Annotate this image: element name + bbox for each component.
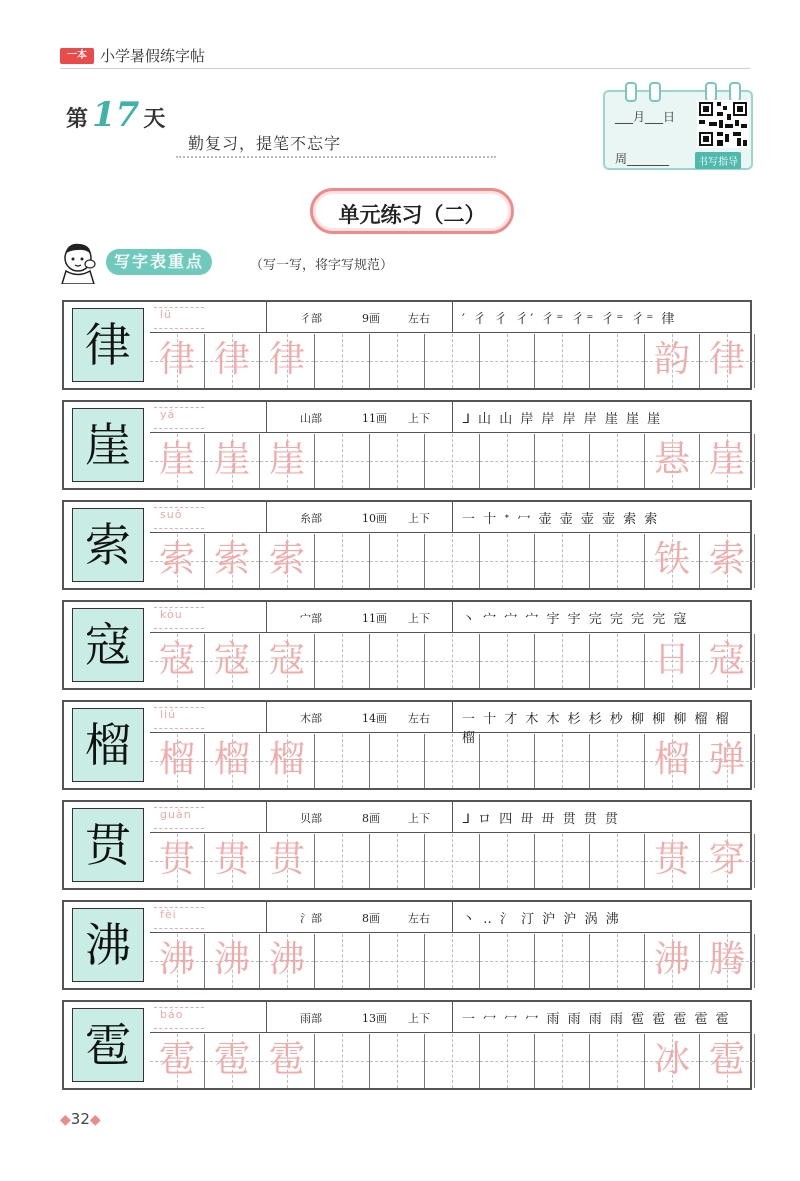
writing-cell[interactable]	[370, 934, 425, 988]
writing-cell[interactable]	[590, 934, 645, 988]
main-character-cell	[72, 308, 144, 382]
character-info-line	[150, 1002, 750, 1033]
section-title-frame	[310, 188, 514, 234]
writing-cell[interactable]	[700, 834, 755, 888]
trace-character: 索	[158, 539, 195, 580]
character-info-line	[150, 402, 750, 433]
writing-cell[interactable]	[590, 534, 645, 588]
writing-cell[interactable]	[425, 534, 480, 588]
writing-cell[interactable]	[425, 434, 480, 488]
writing-cell[interactable]	[205, 934, 260, 988]
writing-cell[interactable]	[590, 734, 645, 788]
writing-cell[interactable]	[315, 934, 370, 988]
writing-cell[interactable]	[150, 634, 205, 688]
main-character: 沸	[85, 918, 131, 972]
writing-cell[interactable]	[700, 1034, 755, 1088]
pinyin-box	[154, 507, 204, 529]
writing-cell[interactable]	[370, 434, 425, 488]
key-points-title: 写字表重点	[106, 249, 212, 275]
main-character-cell	[72, 1008, 144, 1082]
day-suffix: 天	[143, 107, 166, 132]
info-divider	[266, 1002, 267, 1032]
main-character: 寇	[85, 618, 131, 672]
section-title: 单元练习（二）	[338, 203, 486, 227]
word-character: 索	[708, 539, 745, 580]
writing-cell[interactable]	[645, 834, 700, 888]
character-info-line	[150, 802, 750, 833]
writing-cell[interactable]	[370, 834, 425, 888]
stroke-order: 一 十 ᐩ 冖 壶 壶 壶 壶 索 索	[462, 512, 660, 527]
boy-mascot-icon	[56, 240, 104, 284]
writing-cell[interactable]	[205, 534, 260, 588]
writing-cell[interactable]	[425, 1034, 480, 1088]
stroke-count: 11画	[362, 412, 387, 425]
practice-row	[62, 600, 752, 690]
trace-character: 寇	[158, 639, 195, 680]
trace-character: 雹	[158, 1039, 195, 1080]
pinyin-box	[154, 607, 204, 629]
brand-badge: 一本	[60, 48, 94, 64]
book-title: 小学暑假练字帖	[100, 47, 206, 65]
info-divider	[266, 302, 267, 332]
word-character: 雹	[708, 1039, 745, 1080]
main-character-cell	[72, 808, 144, 882]
word-character: 寇	[708, 639, 745, 680]
writing-cell[interactable]	[645, 534, 700, 588]
radical: 雨部	[300, 1012, 322, 1025]
radical: 山部	[300, 412, 322, 425]
practice-row	[62, 800, 752, 890]
info-divider	[266, 802, 267, 832]
writing-cell[interactable]	[480, 634, 535, 688]
writing-cell[interactable]	[590, 334, 645, 388]
trace-character: 贯	[268, 839, 305, 880]
trace-character: 律	[158, 339, 195, 380]
writing-cell[interactable]	[150, 1034, 205, 1088]
writing-cell[interactable]	[645, 934, 700, 988]
writing-cell[interactable]	[260, 434, 315, 488]
character-info-line	[150, 702, 750, 746]
structure: 左右	[408, 712, 430, 725]
stroke-order: ᒧ ロ 四 毌 毌 贯 贯 贯	[462, 812, 620, 827]
writing-cell[interactable]	[425, 734, 480, 788]
trace-character: 贯	[158, 839, 195, 880]
writing-cell[interactable]	[645, 734, 700, 788]
word-character: 冰	[653, 1039, 690, 1080]
pinyin: guàn	[160, 808, 192, 821]
writing-cell[interactable]	[425, 334, 480, 388]
trace-character: 崖	[158, 439, 195, 480]
writing-cell[interactable]	[260, 934, 315, 988]
writing-cell[interactable]	[590, 1034, 645, 1088]
writing-grid	[150, 834, 750, 888]
trace-character: 律	[268, 339, 305, 380]
writing-cell[interactable]	[700, 334, 755, 388]
writing-cell[interactable]	[480, 334, 535, 388]
stroke-order: ′ 彳 彳 彳′ 彳⁼ 彳⁼ 彳⁼ 彳⁼ 律	[462, 312, 677, 327]
stroke-count: 8画	[362, 812, 380, 825]
main-character-cell	[72, 908, 144, 982]
trace-character: 雹	[268, 1039, 305, 1080]
pinyin: kòu	[160, 608, 183, 621]
info-divider	[452, 702, 453, 732]
key-points-note: （写一写，将字写规范）	[250, 258, 394, 273]
binder-ring-icon	[705, 82, 717, 102]
writing-cell[interactable]	[370, 534, 425, 588]
writing-cell[interactable]	[535, 834, 590, 888]
info-divider	[452, 602, 453, 632]
character-info-line	[150, 502, 750, 533]
pinyin: báo	[160, 1008, 184, 1021]
stroke-order: 丶 宀 宀 宀 宇 宇 完 完 完 完 寇	[462, 612, 689, 627]
trace-character: 索	[213, 539, 250, 580]
main-character-cell	[72, 608, 144, 682]
stroke-count: 10画	[362, 512, 387, 525]
trace-character: 索	[268, 539, 305, 580]
writing-cell[interactable]	[645, 634, 700, 688]
structure: 上下	[408, 512, 430, 525]
radical: 木部	[300, 712, 322, 725]
writing-cell[interactable]	[205, 734, 260, 788]
pinyin-box	[154, 407, 204, 429]
dot-icon: ◆	[60, 1112, 71, 1128]
writing-cell[interactable]	[645, 334, 700, 388]
writing-cell[interactable]	[535, 1034, 590, 1088]
writing-grid	[150, 534, 750, 588]
stroke-order: ᒧ 山 山 岸 岸 岸 岸 崖 崖 崖	[462, 412, 663, 427]
main-character: 榴	[85, 718, 131, 772]
info-divider	[452, 1002, 453, 1032]
trace-character: 寇	[213, 639, 250, 680]
stroke-count: 11画	[362, 612, 387, 625]
info-divider	[266, 402, 267, 432]
writing-cell[interactable]	[425, 934, 480, 988]
word-character: 崖	[708, 439, 745, 480]
day-title	[66, 95, 165, 135]
stroke-count: 8画	[362, 912, 380, 925]
character-info-line	[150, 602, 750, 633]
binder-ring-icon	[625, 82, 637, 102]
character-info-line	[150, 902, 750, 933]
writing-cell[interactable]	[480, 534, 535, 588]
trace-character: 雹	[213, 1039, 250, 1080]
practice-row	[62, 1000, 752, 1090]
trace-character: 沸	[268, 939, 305, 980]
main-character: 雹	[85, 1018, 131, 1072]
structure: 上下	[408, 412, 430, 425]
writing-cell[interactable]	[315, 534, 370, 588]
word-character: 悬	[653, 439, 690, 480]
word-character: 日	[653, 639, 690, 680]
writing-grid	[150, 634, 750, 688]
writing-cell[interactable]	[370, 334, 425, 388]
word-character: 铁	[653, 539, 690, 580]
info-divider	[266, 602, 267, 632]
writing-cell[interactable]	[645, 434, 700, 488]
trace-character: 寇	[268, 639, 305, 680]
character-info-line	[150, 302, 750, 333]
writing-cell[interactable]	[150, 734, 205, 788]
main-character: 崖	[85, 418, 131, 472]
writing-cell[interactable]	[535, 434, 590, 488]
writing-cell[interactable]	[370, 1034, 425, 1088]
writing-cell[interactable]	[150, 434, 205, 488]
info-divider	[452, 302, 453, 332]
trace-character: 律	[213, 339, 250, 380]
writing-cell[interactable]	[260, 534, 315, 588]
pinyin-box	[154, 307, 204, 329]
writing-cell[interactable]	[535, 534, 590, 588]
trace-character: 榴	[158, 739, 195, 780]
pinyin: fèi	[160, 908, 177, 921]
header-divider	[60, 68, 750, 69]
writing-cell[interactable]	[260, 834, 315, 888]
writing-cell[interactable]	[700, 734, 755, 788]
stroke-count: 9画	[362, 312, 380, 325]
writing-grid	[150, 734, 750, 788]
writing-cell[interactable]	[535, 934, 590, 988]
binder-ring-icon	[729, 82, 741, 102]
practice-row	[62, 500, 752, 590]
writing-cell[interactable]	[480, 934, 535, 988]
stroke-count: 13画	[362, 1012, 387, 1025]
page-number-text: 32	[70, 1110, 90, 1128]
structure: 上下	[408, 1012, 430, 1025]
writing-cell[interactable]	[315, 734, 370, 788]
word-character: 韵	[653, 339, 690, 380]
writing-cell[interactable]	[425, 634, 480, 688]
writing-cell[interactable]	[590, 634, 645, 688]
writing-cell[interactable]	[260, 734, 315, 788]
writing-cell[interactable]	[480, 834, 535, 888]
practice-row	[62, 300, 752, 390]
date-field[interactable]: ___月___日	[615, 110, 676, 124]
writing-cell[interactable]	[205, 434, 260, 488]
writing-cell[interactable]	[260, 634, 315, 688]
writing-cell[interactable]	[480, 734, 535, 788]
writing-cell[interactable]	[315, 834, 370, 888]
main-character: 索	[85, 518, 131, 572]
stroke-order: 一 冖 冖 冖 雨 雨 雨 雨 雹 雹 雹 雹 雹	[462, 1012, 731, 1027]
radical: 彳部	[300, 312, 322, 325]
day-number: 17	[92, 95, 140, 135]
pinyin-box	[154, 907, 204, 929]
trace-character: 沸	[158, 939, 195, 980]
stroke-order: 一 十 才 木 木 杉 杉 杪 柳 柳 柳 榴 榴 榴	[462, 712, 731, 746]
writing-cell[interactable]	[205, 634, 260, 688]
weekday-field[interactable]: 周_______	[615, 152, 670, 166]
word-character: 弹	[708, 739, 745, 780]
writing-cell[interactable]	[700, 534, 755, 588]
radical: 贝部	[300, 812, 322, 825]
trace-character: 崖	[268, 439, 305, 480]
writing-cell[interactable]	[260, 334, 315, 388]
info-divider	[266, 502, 267, 532]
qr-code-icon[interactable]	[697, 100, 749, 148]
writing-grid	[150, 434, 750, 488]
structure: 上下	[408, 812, 430, 825]
writing-cell[interactable]	[370, 634, 425, 688]
pinyin: liú	[160, 708, 177, 721]
writing-cell[interactable]	[590, 834, 645, 888]
info-divider	[452, 902, 453, 932]
main-character-cell	[72, 508, 144, 582]
day-prefix: 第	[66, 107, 89, 132]
writing-cell[interactable]	[700, 934, 755, 988]
trace-character: 崖	[213, 439, 250, 480]
writing-cell[interactable]	[700, 434, 755, 488]
structure: 左右	[408, 312, 430, 325]
writing-cell[interactable]	[205, 834, 260, 888]
stroke-order: 丶 ‥ 氵 汀 沪 沪 涡 沸	[462, 912, 621, 927]
main-character-cell	[72, 408, 144, 482]
writing-cell[interactable]	[535, 734, 590, 788]
writing-guide-link[interactable]: 书写指导	[695, 152, 741, 169]
dot-icon: ◆	[89, 1112, 101, 1128]
info-divider	[452, 502, 453, 532]
info-divider	[266, 902, 267, 932]
trace-character: 榴	[213, 739, 250, 780]
writing-cell[interactable]	[315, 434, 370, 488]
writing-cell[interactable]	[645, 1034, 700, 1088]
structure: 左右	[408, 912, 430, 925]
trace-character: 沸	[213, 939, 250, 980]
word-character: 贯	[653, 839, 690, 880]
writing-cell[interactable]	[150, 934, 205, 988]
writing-cell[interactable]	[150, 534, 205, 588]
writing-grid	[150, 1034, 750, 1088]
writing-cell[interactable]	[150, 834, 205, 888]
writing-cell[interactable]	[315, 634, 370, 688]
pinyin: lü	[160, 308, 173, 321]
writing-cell[interactable]	[700, 634, 755, 688]
date-box	[603, 90, 753, 170]
pinyin-box	[154, 807, 204, 829]
pinyin: yá	[160, 408, 176, 421]
main-character: 律	[85, 318, 131, 372]
radical: 宀部	[300, 612, 322, 625]
writing-grid	[150, 934, 750, 988]
writing-cell[interactable]	[150, 334, 205, 388]
practice-row	[62, 900, 752, 990]
word-character: 沸	[653, 939, 690, 980]
writing-cell[interactable]	[315, 334, 370, 388]
word-character: 腾	[708, 939, 745, 980]
practice-row	[62, 700, 752, 790]
radical: 氵部	[300, 912, 322, 925]
trace-character: 贯	[213, 839, 250, 880]
binder-ring-icon	[649, 82, 661, 102]
main-character: 贯	[85, 818, 131, 872]
writing-cell[interactable]	[370, 734, 425, 788]
info-divider	[266, 702, 267, 732]
trace-character: 榴	[268, 739, 305, 780]
pinyin-box	[154, 707, 204, 729]
writing-cell[interactable]	[535, 634, 590, 688]
word-character: 穿	[708, 839, 745, 880]
day-motto: 勤复习，提笔不忘字	[188, 134, 342, 153]
word-character: 榴	[653, 739, 690, 780]
word-character: 律	[708, 339, 745, 380]
info-divider	[452, 802, 453, 832]
writing-cell[interactable]	[480, 1034, 535, 1088]
radical: 糸部	[300, 512, 322, 525]
main-character-cell	[72, 708, 144, 782]
motto-underline	[176, 156, 496, 158]
info-divider	[452, 402, 453, 432]
writing-cell[interactable]	[260, 1034, 315, 1088]
pinyin: suǒ	[160, 508, 183, 521]
writing-cell[interactable]	[425, 834, 480, 888]
writing-cell[interactable]	[315, 1034, 370, 1088]
writing-cell[interactable]	[205, 334, 260, 388]
stroke-count: 14画	[362, 712, 387, 725]
page-number	[60, 1110, 101, 1128]
pinyin-box	[154, 1007, 204, 1029]
writing-cell[interactable]	[480, 434, 535, 488]
practice-row	[62, 400, 752, 490]
writing-cell[interactable]	[535, 334, 590, 388]
writing-cell[interactable]	[205, 1034, 260, 1088]
writing-cell[interactable]	[590, 434, 645, 488]
structure: 上下	[408, 612, 430, 625]
writing-grid	[150, 334, 750, 388]
